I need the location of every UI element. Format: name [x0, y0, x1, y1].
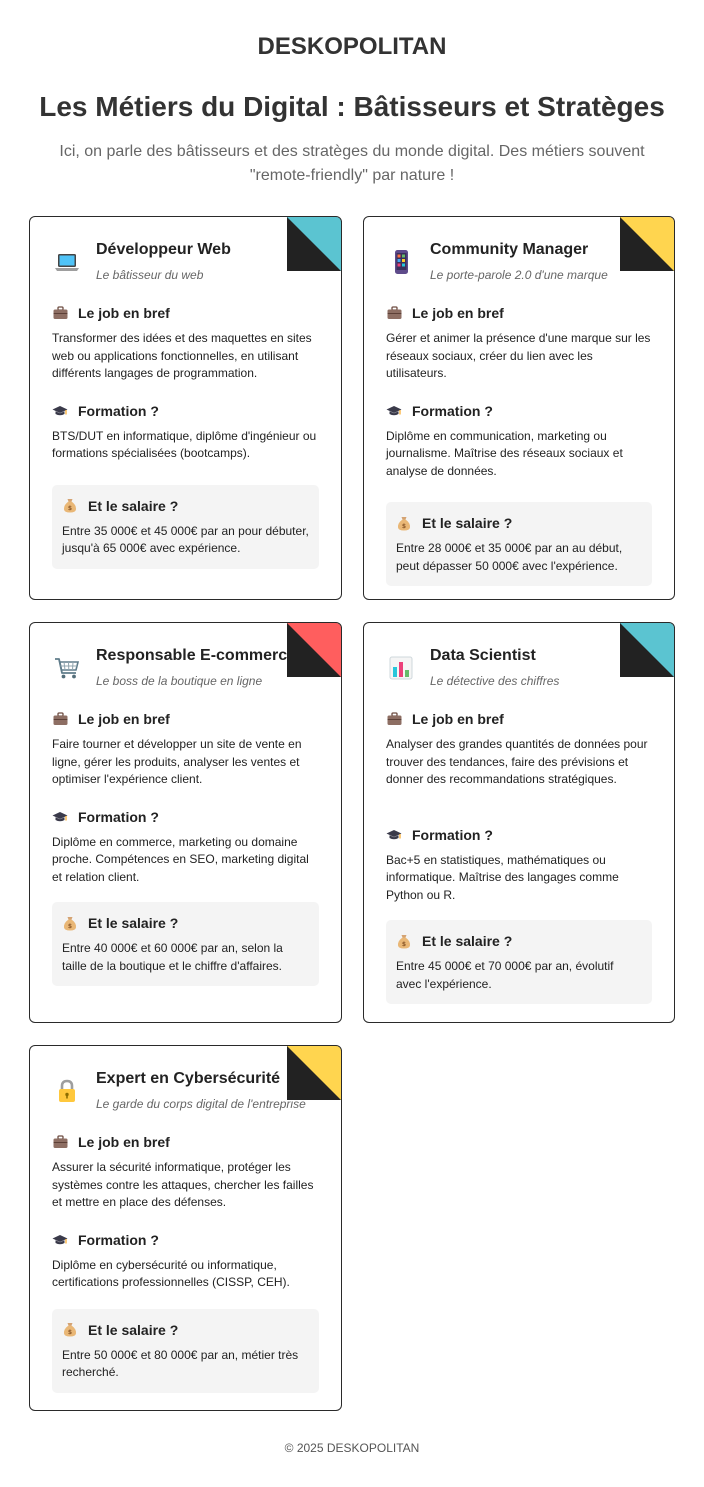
page-footer: © 2025 DESKOPOLITAN: [284, 1441, 420, 1455]
card-subtitle: Le boss de la boutique en ligne: [96, 674, 263, 688]
training-text: Diplôme en cybersécurité ou informatique, certifications professionnelles (CISSP, CEH).: [52, 1257, 290, 1289]
job-card-community-manager: [363, 216, 675, 600]
svg-text:$: $: [401, 522, 407, 530]
briefcase-icon: [386, 711, 402, 727]
money-bag-icon: [62, 1322, 78, 1338]
card-title: Community Manager: [430, 241, 589, 258]
money-bag-icon: [396, 933, 412, 949]
briefcase-icon: [52, 711, 68, 727]
card-subtitle: Le détective des chiffres: [430, 674, 560, 688]
graduation-cap-icon: [386, 403, 402, 419]
card-subtitle: Le garde du corps digital de l'entreprise: [96, 1097, 306, 1111]
section-label-training: Formation ?: [412, 402, 493, 419]
svg-text:$: $: [401, 940, 407, 948]
card-title: Développeur Web: [96, 241, 231, 258]
job-card-web-developer: [29, 216, 342, 600]
section-label-training: Formation ?: [78, 1231, 159, 1248]
money-bag-icon: [62, 498, 78, 514]
lock-icon: [52, 1076, 82, 1106]
section-label-job: Le job en bref: [78, 1134, 170, 1150]
section-label-salary: Et le salaire ?: [88, 1321, 179, 1338]
graduation-cap-icon: [52, 809, 68, 825]
salary-box: [52, 485, 319, 569]
card-corner-accent: [620, 217, 674, 271]
money-bag-icon: [396, 515, 412, 531]
salary-text: Entre 45 000€ et 70 000€ par an, évolutif avec l'expérience.: [396, 959, 614, 991]
job-summary: Assurer la sécurité informatique, protéger les systèmes contre les attaques, chercher les failles et mettre en place des défenses.: [52, 1160, 314, 1209]
briefcase-icon: [386, 305, 402, 321]
section-label-training: Formation ?: [412, 826, 493, 843]
training-text: Bac+5 en statistiques, mathématiques ou informatique. Maîtrise des langages comme Python ou R.: [386, 852, 619, 902]
salary-text: Entre 35 000€ et 45 000€ par an pour débuter, jusqu'à 65 000€ avec expérience.: [62, 523, 309, 555]
salary-text: Entre 40 000€ et 60 000€ par an, selon la taille de la boutique et le chiffre d'affaires.: [62, 941, 283, 973]
svg-text:$: $: [67, 1329, 73, 1336]
section-label-salary: Et le salaire ?: [88, 915, 179, 931]
card-corner-accent: [287, 623, 341, 677]
salary-box: [52, 1309, 319, 1393]
job-card-data-scientist: [363, 622, 675, 1023]
section-label-training: Formation ?: [78, 402, 159, 419]
laptop-icon: [52, 247, 82, 277]
card-title: Expert en Cybersécurité: [96, 1070, 281, 1087]
svg-text:$: $: [67, 505, 73, 512]
job-card-cybersecurity-expert: [29, 1045, 342, 1411]
section-label-salary: Et le salaire ?: [422, 933, 513, 949]
job-summary: Analyser des grandes quantités de données pour trouver des tendances, faire des prévisions et donner des recommandations stratégiques.: [386, 737, 648, 786]
graduation-cap-icon: [386, 827, 402, 843]
card-corner-accent: [287, 217, 341, 271]
briefcase-icon: [52, 305, 68, 321]
job-summary: Transformer des idées et des maquettes en sites web ou applications fonctionnelles, en utilisant différents langages de programmation.: [52, 331, 312, 380]
graduation-cap-icon: [52, 1232, 68, 1248]
bar-chart-icon: [386, 653, 416, 683]
section-label-salary: Et le salaire ?: [88, 497, 179, 514]
page-intro: Ici, on parle des bâtisseurs et des stratèges du monde digital. Des métiers souvent "remote-friendly" par nature !: [59, 143, 645, 184]
card-subtitle: Le bâtisseur du web: [96, 268, 204, 282]
training-text: Diplôme en commerce, marketing ou domaine proche. Compétences en SEO, marketing digital et relation client.: [52, 834, 309, 884]
section-label-job: Le job en bref: [412, 305, 504, 321]
section-label-job: Le job en bref: [78, 305, 170, 321]
shopping-cart-icon: [52, 653, 82, 683]
card-title: Responsable E-commerce: [96, 647, 297, 664]
job-card-ecommerce-manager: [29, 622, 342, 1023]
section-label-job: Le job en bref: [412, 711, 504, 727]
training-text: Diplôme en communication, marketing ou journalisme. Maîtrise des réseaux sociaux et analyse de données.: [386, 428, 623, 478]
salary-box: [52, 902, 319, 986]
svg-text:$: $: [67, 922, 73, 930]
graduation-cap-icon: [52, 403, 68, 419]
section-label-training: Formation ?: [78, 808, 159, 825]
card-corner-accent: [620, 623, 674, 677]
salary-box: [386, 502, 652, 586]
card-subtitle: Le porte-parole 2.0 d'une marque: [430, 268, 608, 282]
job-summary: Faire tourner et développer un site de vente en ligne, gérer les produits, analyser les ventes et optimiser l'expérience client.: [52, 737, 302, 786]
salary-text: Entre 28 000€ et 35 000€ par an au début, peut dépasser 50 000€ avec l'expérience.: [396, 541, 623, 573]
section-label-job: Le job en bref: [78, 711, 170, 727]
card-title: Data Scientist: [430, 647, 536, 664]
job-summary: Gérer et animer la présence d'une marque sur les réseaux sociaux, créer du lien avec les utilisateurs.: [386, 331, 651, 380]
page-title: Les Métiers du Digital : Bâtisseurs et Stratèges: [39, 91, 665, 122]
money-bag-icon: [62, 915, 78, 931]
card-corner-accent: [287, 1046, 341, 1100]
briefcase-icon: [52, 1134, 68, 1150]
salary-text: Entre 50 000€ et 80 000€ par an, métier très recherché.: [62, 1347, 299, 1379]
section-label-salary: Et le salaire ?: [422, 515, 513, 531]
site-brand: DESKOPOLITAN: [257, 33, 447, 60]
mobile-phone-icon: [386, 247, 416, 277]
training-text: BTS/DUT en informatique, diplôme d'ingénieur ou formations spécialisées (bootcamps).: [52, 428, 317, 460]
salary-box: [386, 920, 652, 1004]
